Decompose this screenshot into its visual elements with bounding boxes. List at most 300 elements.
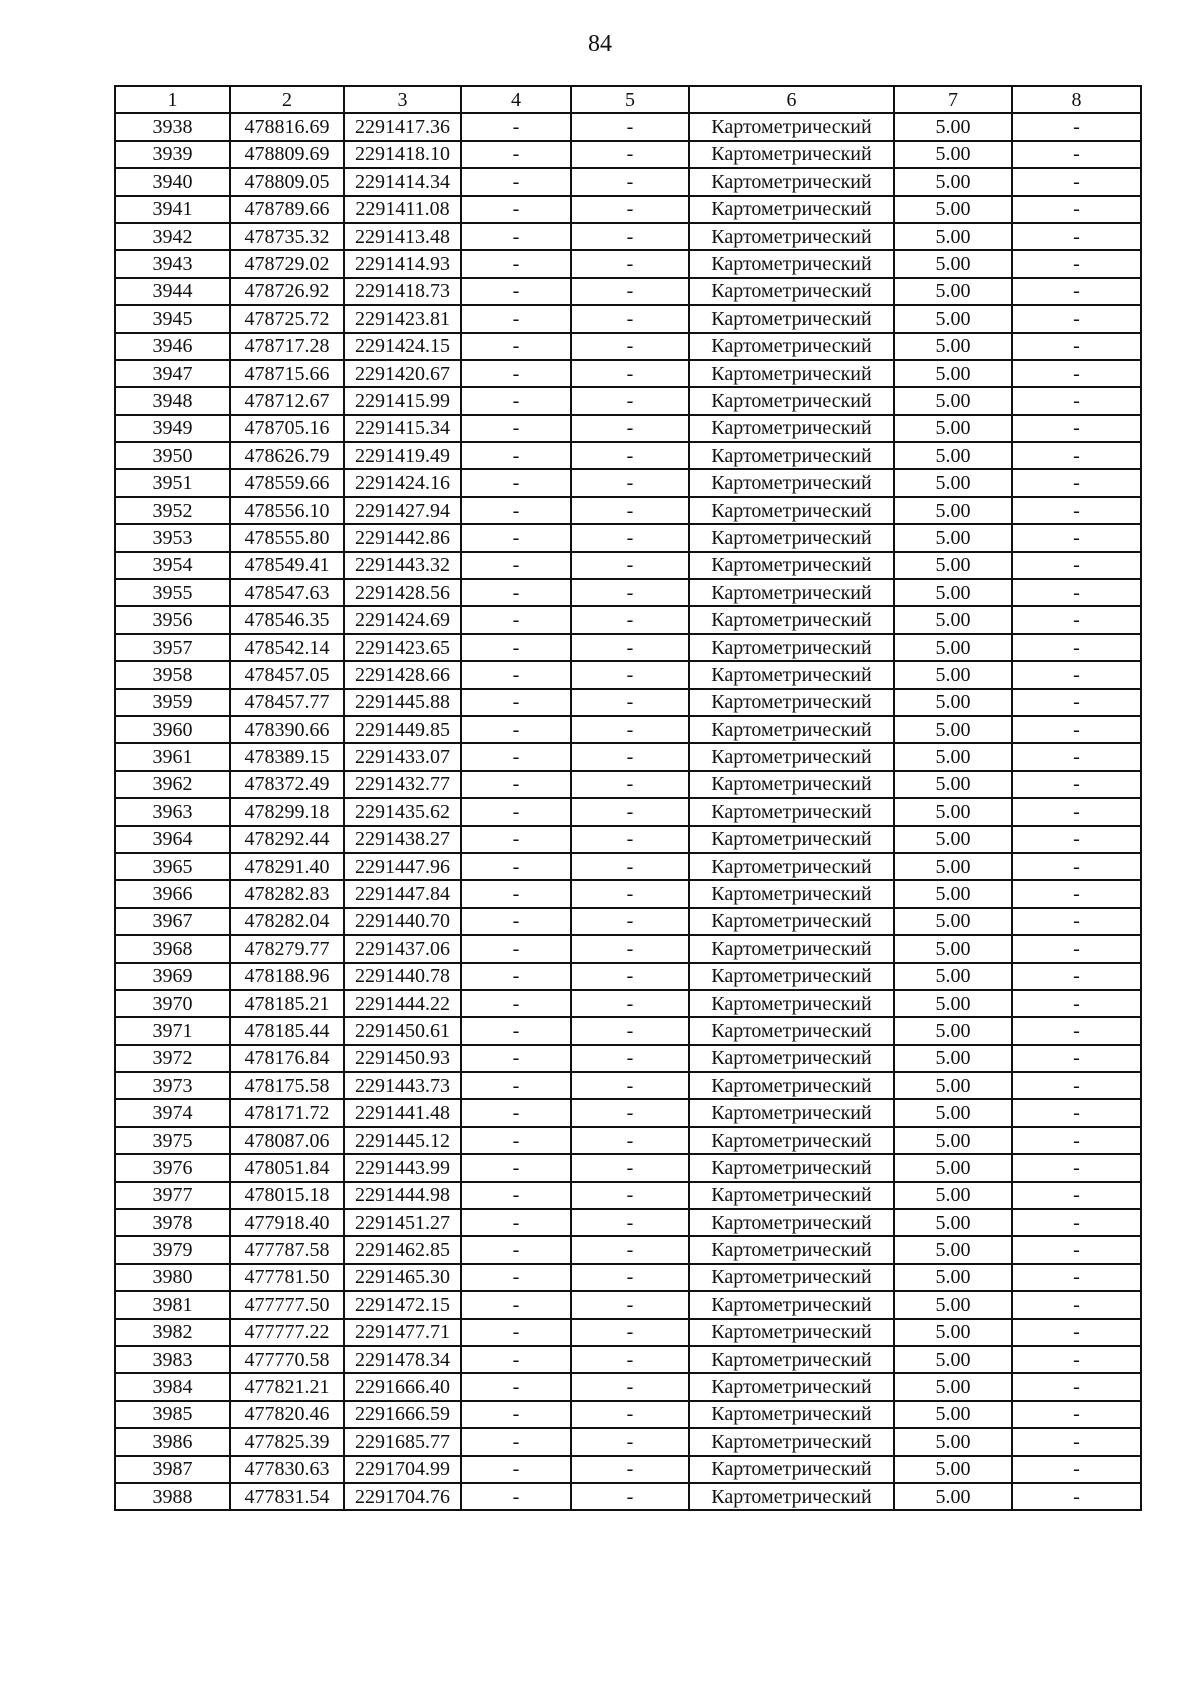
col-8-value-cell: -: [1012, 579, 1141, 606]
point-number-cell: 3960: [115, 716, 230, 743]
accuracy-cell: 5.00: [894, 1264, 1012, 1291]
col-4-value-cell: -: [461, 278, 571, 305]
y-coordinate-cell: 2291418.10: [344, 141, 461, 168]
col-4-value-cell: -: [461, 963, 571, 990]
col-4-value-cell: -: [461, 1045, 571, 1072]
point-number-cell: 3958: [115, 661, 230, 688]
method-cell: Картометрический: [689, 771, 894, 798]
column-header: 5: [571, 86, 689, 113]
col-5-value-cell: -: [571, 1182, 689, 1209]
table-row: [115, 935, 1141, 962]
y-coordinate-cell: 2291478.34: [344, 1346, 461, 1373]
col-5-value-cell: -: [571, 853, 689, 880]
method-cell: Картометрический: [689, 716, 894, 743]
y-coordinate-cell: 2291414.93: [344, 250, 461, 277]
col-8-value-cell: -: [1012, 1428, 1141, 1455]
table-row: [115, 387, 1141, 414]
col-8-value-cell: -: [1012, 634, 1141, 661]
point-number-cell: 3942: [115, 223, 230, 250]
accuracy-cell: 5.00: [894, 497, 1012, 524]
point-number-cell: 3954: [115, 552, 230, 579]
col-5-value-cell: -: [571, 935, 689, 962]
page-number: 84: [588, 31, 612, 57]
col-5-value-cell: -: [571, 250, 689, 277]
col-5-value-cell: -: [571, 826, 689, 853]
x-coordinate-cell: 478725.72: [230, 305, 344, 332]
method-cell: Картометрический: [689, 223, 894, 250]
col-4-value-cell: -: [461, 1099, 571, 1126]
y-coordinate-cell: 2291447.84: [344, 880, 461, 907]
x-coordinate-cell: 478372.49: [230, 771, 344, 798]
y-coordinate-cell: 2291447.96: [344, 853, 461, 880]
table-row: [115, 469, 1141, 496]
col-5-value-cell: -: [571, 1154, 689, 1181]
point-number-cell: 3959: [115, 689, 230, 716]
x-coordinate-cell: 478282.04: [230, 908, 344, 935]
method-cell: Картометрический: [689, 1045, 894, 1072]
method-cell: Картометрический: [689, 1428, 894, 1455]
col-5-value-cell: -: [571, 1017, 689, 1044]
table-row: [115, 853, 1141, 880]
x-coordinate-cell: 478816.69: [230, 113, 344, 140]
method-cell: Картометрический: [689, 826, 894, 853]
col-4-value-cell: -: [461, 305, 571, 332]
col-8-value-cell: -: [1012, 798, 1141, 825]
x-coordinate-cell: 478389.15: [230, 743, 344, 770]
x-coordinate-cell: 478809.69: [230, 141, 344, 168]
y-coordinate-cell: 2291428.56: [344, 579, 461, 606]
accuracy-cell: 5.00: [894, 689, 1012, 716]
col-4-value-cell: -: [461, 1182, 571, 1209]
accuracy-cell: 5.00: [894, 1373, 1012, 1400]
x-coordinate-cell: 478087.06: [230, 1127, 344, 1154]
y-coordinate-cell: 2291704.76: [344, 1483, 461, 1510]
method-cell: Картометрический: [689, 579, 894, 606]
col-8-value-cell: -: [1012, 360, 1141, 387]
method-cell: Картометрический: [689, 1483, 894, 1510]
col-4-value-cell: -: [461, 1346, 571, 1373]
col-5-value-cell: -: [571, 305, 689, 332]
point-number-cell: 3941: [115, 196, 230, 223]
x-coordinate-cell: 478626.79: [230, 442, 344, 469]
accuracy-cell: 5.00: [894, 552, 1012, 579]
table-row: [115, 963, 1141, 990]
table-row: [115, 360, 1141, 387]
method-cell: Картометрический: [689, 1456, 894, 1483]
x-coordinate-cell: 477777.22: [230, 1319, 344, 1346]
col-5-value-cell: -: [571, 880, 689, 907]
table-row: [115, 552, 1141, 579]
accuracy-cell: 5.00: [894, 387, 1012, 414]
table-row: [115, 606, 1141, 633]
col-4-value-cell: -: [461, 1264, 571, 1291]
table-row: [115, 223, 1141, 250]
x-coordinate-cell: 477781.50: [230, 1264, 344, 1291]
accuracy-cell: 5.00: [894, 661, 1012, 688]
table-row: [115, 798, 1141, 825]
accuracy-cell: 5.00: [894, 196, 1012, 223]
method-cell: Картометрический: [689, 387, 894, 414]
col-8-value-cell: -: [1012, 853, 1141, 880]
col-5-value-cell: -: [571, 716, 689, 743]
method-cell: Картометрический: [689, 798, 894, 825]
col-8-value-cell: -: [1012, 1127, 1141, 1154]
col-4-value-cell: -: [461, 935, 571, 962]
col-5-value-cell: -: [571, 1264, 689, 1291]
method-cell: Картометрический: [689, 333, 894, 360]
table-row: [115, 250, 1141, 277]
accuracy-cell: 5.00: [894, 853, 1012, 880]
col-8-value-cell: -: [1012, 935, 1141, 962]
method-cell: Картометрический: [689, 552, 894, 579]
col-5-value-cell: -: [571, 990, 689, 1017]
col-8-value-cell: -: [1012, 1072, 1141, 1099]
col-5-value-cell: -: [571, 168, 689, 195]
col-5-value-cell: -: [571, 1072, 689, 1099]
y-coordinate-cell: 2291465.30: [344, 1264, 461, 1291]
accuracy-cell: 5.00: [894, 305, 1012, 332]
col-8-value-cell: -: [1012, 880, 1141, 907]
point-number-cell: 3966: [115, 880, 230, 907]
method-cell: Картометрический: [689, 196, 894, 223]
method-cell: Картометрический: [689, 743, 894, 770]
method-cell: Картометрический: [689, 1291, 894, 1318]
col-5-value-cell: -: [571, 141, 689, 168]
method-cell: Картометрический: [689, 250, 894, 277]
col-4-value-cell: -: [461, 1236, 571, 1263]
table-row: [115, 113, 1141, 140]
y-coordinate-cell: 2291450.93: [344, 1045, 461, 1072]
y-coordinate-cell: 2291424.16: [344, 469, 461, 496]
col-4-value-cell: -: [461, 469, 571, 496]
y-coordinate-cell: 2291438.27: [344, 826, 461, 853]
col-5-value-cell: -: [571, 908, 689, 935]
point-number-cell: 3965: [115, 853, 230, 880]
y-coordinate-cell: 2291424.69: [344, 606, 461, 633]
col-4-value-cell: -: [461, 798, 571, 825]
x-coordinate-cell: 478051.84: [230, 1154, 344, 1181]
col-5-value-cell: -: [571, 798, 689, 825]
col-5-value-cell: -: [571, 963, 689, 990]
table-row: [115, 880, 1141, 907]
y-coordinate-cell: 2291444.22: [344, 990, 461, 1017]
col-4-value-cell: -: [461, 579, 571, 606]
y-coordinate-cell: 2291445.88: [344, 689, 461, 716]
col-4-value-cell: -: [461, 771, 571, 798]
col-8-value-cell: -: [1012, 826, 1141, 853]
method-cell: Картометрический: [689, 1236, 894, 1263]
x-coordinate-cell: 478282.83: [230, 880, 344, 907]
x-coordinate-cell: 478729.02: [230, 250, 344, 277]
y-coordinate-cell: 2291435.62: [344, 798, 461, 825]
method-cell: Картометрический: [689, 1127, 894, 1154]
col-4-value-cell: -: [461, 415, 571, 442]
x-coordinate-cell: 478556.10: [230, 497, 344, 524]
accuracy-cell: 5.00: [894, 1401, 1012, 1428]
method-cell: Картометрический: [689, 1264, 894, 1291]
table-row: [115, 634, 1141, 661]
point-number-cell: 3982: [115, 1319, 230, 1346]
accuracy-cell: 5.00: [894, 1072, 1012, 1099]
y-coordinate-cell: 2291423.81: [344, 305, 461, 332]
x-coordinate-cell: 478390.66: [230, 716, 344, 743]
point-number-cell: 3962: [115, 771, 230, 798]
col-8-value-cell: -: [1012, 415, 1141, 442]
point-number-cell: 3981: [115, 1291, 230, 1318]
x-coordinate-cell: 477821.21: [230, 1373, 344, 1400]
col-5-value-cell: -: [571, 743, 689, 770]
col-4-value-cell: -: [461, 908, 571, 935]
coordinates-table: [114, 85, 1142, 1511]
y-coordinate-cell: 2291443.73: [344, 1072, 461, 1099]
col-8-value-cell: -: [1012, 469, 1141, 496]
point-number-cell: 3967: [115, 908, 230, 935]
table-row: [115, 771, 1141, 798]
method-cell: Картометрический: [689, 935, 894, 962]
method-cell: Картометрический: [689, 1017, 894, 1044]
table-row: [115, 1099, 1141, 1126]
accuracy-cell: 5.00: [894, 1017, 1012, 1044]
col-5-value-cell: -: [571, 552, 689, 579]
col-8-value-cell: -: [1012, 1319, 1141, 1346]
col-4-value-cell: -: [461, 113, 571, 140]
col-4-value-cell: -: [461, 524, 571, 551]
col-5-value-cell: -: [571, 497, 689, 524]
x-coordinate-cell: 478457.05: [230, 661, 344, 688]
x-coordinate-cell: 478549.41: [230, 552, 344, 579]
method-cell: Картометрический: [689, 1099, 894, 1126]
y-coordinate-cell: 2291472.15: [344, 1291, 461, 1318]
col-5-value-cell: -: [571, 1045, 689, 1072]
y-coordinate-cell: 2291451.27: [344, 1209, 461, 1236]
accuracy-cell: 5.00: [894, 990, 1012, 1017]
x-coordinate-cell: 478705.16: [230, 415, 344, 442]
accuracy-cell: 5.00: [894, 1236, 1012, 1263]
accuracy-cell: 5.00: [894, 1346, 1012, 1373]
col-4-value-cell: -: [461, 552, 571, 579]
point-number-cell: 3952: [115, 497, 230, 524]
column-header: 6: [689, 86, 894, 113]
table-row: [115, 497, 1141, 524]
table-row: [115, 908, 1141, 935]
col-5-value-cell: -: [571, 1319, 689, 1346]
accuracy-cell: 5.00: [894, 634, 1012, 661]
accuracy-cell: 5.00: [894, 141, 1012, 168]
col-8-value-cell: -: [1012, 1456, 1141, 1483]
col-5-value-cell: -: [571, 1346, 689, 1373]
point-number-cell: 3971: [115, 1017, 230, 1044]
method-cell: Картометрический: [689, 853, 894, 880]
col-8-value-cell: -: [1012, 497, 1141, 524]
accuracy-cell: 5.00: [894, 442, 1012, 469]
col-8-value-cell: -: [1012, 1373, 1141, 1400]
x-coordinate-cell: 478555.80: [230, 524, 344, 551]
accuracy-cell: 5.00: [894, 908, 1012, 935]
table-row: [115, 1483, 1141, 1510]
col-4-value-cell: -: [461, 360, 571, 387]
table-row: [115, 1127, 1141, 1154]
method-cell: Картометрический: [689, 661, 894, 688]
col-8-value-cell: -: [1012, 113, 1141, 140]
method-cell: Картометрический: [689, 1319, 894, 1346]
col-5-value-cell: -: [571, 1456, 689, 1483]
col-4-value-cell: -: [461, 1428, 571, 1455]
point-number-cell: 3943: [115, 250, 230, 277]
accuracy-cell: 5.00: [894, 1099, 1012, 1126]
y-coordinate-cell: 2291445.12: [344, 1127, 461, 1154]
table-row: [115, 990, 1141, 1017]
method-cell: Картометрический: [689, 1401, 894, 1428]
table-row: [115, 1319, 1141, 1346]
x-coordinate-cell: 478299.18: [230, 798, 344, 825]
y-coordinate-cell: 2291418.73: [344, 278, 461, 305]
table-row: [115, 661, 1141, 688]
accuracy-cell: 5.00: [894, 1182, 1012, 1209]
x-coordinate-cell: 477825.39: [230, 1428, 344, 1455]
method-cell: Картометрический: [689, 1209, 894, 1236]
column-header: 7: [894, 86, 1012, 113]
x-coordinate-cell: 477918.40: [230, 1209, 344, 1236]
point-number-cell: 3938: [115, 113, 230, 140]
x-coordinate-cell: 478546.35: [230, 606, 344, 633]
method-cell: Картометрический: [689, 1072, 894, 1099]
accuracy-cell: 5.00: [894, 798, 1012, 825]
point-number-cell: 3963: [115, 798, 230, 825]
x-coordinate-cell: 478789.66: [230, 196, 344, 223]
col-5-value-cell: -: [571, 771, 689, 798]
col-4-value-cell: -: [461, 716, 571, 743]
column-header: 2: [230, 86, 344, 113]
col-8-value-cell: -: [1012, 552, 1141, 579]
x-coordinate-cell: 478542.14: [230, 634, 344, 661]
y-coordinate-cell: 2291442.86: [344, 524, 461, 551]
point-number-cell: 3955: [115, 579, 230, 606]
col-4-value-cell: -: [461, 1483, 571, 1510]
col-8-value-cell: -: [1012, 223, 1141, 250]
col-4-value-cell: -: [461, 990, 571, 1017]
x-coordinate-cell: 478188.96: [230, 963, 344, 990]
col-8-value-cell: -: [1012, 305, 1141, 332]
table-row: [115, 1401, 1141, 1428]
y-coordinate-cell: 2291428.66: [344, 661, 461, 688]
col-5-value-cell: -: [571, 1373, 689, 1400]
table-row: [115, 743, 1141, 770]
point-number-cell: 3987: [115, 1456, 230, 1483]
x-coordinate-cell: 478292.44: [230, 826, 344, 853]
y-coordinate-cell: 2291444.98: [344, 1182, 461, 1209]
y-coordinate-cell: 2291415.34: [344, 415, 461, 442]
point-number-cell: 3953: [115, 524, 230, 551]
point-number-cell: 3949: [115, 415, 230, 442]
point-number-cell: 3984: [115, 1373, 230, 1400]
col-8-value-cell: -: [1012, 963, 1141, 990]
point-number-cell: 3946: [115, 333, 230, 360]
method-cell: Картометрический: [689, 141, 894, 168]
col-8-value-cell: -: [1012, 1483, 1141, 1510]
col-5-value-cell: -: [571, 606, 689, 633]
col-4-value-cell: -: [461, 1291, 571, 1318]
method-cell: Картометрический: [689, 113, 894, 140]
point-number-cell: 3970: [115, 990, 230, 1017]
col-5-value-cell: -: [571, 333, 689, 360]
col-8-value-cell: -: [1012, 1346, 1141, 1373]
col-8-value-cell: -: [1012, 442, 1141, 469]
y-coordinate-cell: 2291477.71: [344, 1319, 461, 1346]
col-8-value-cell: -: [1012, 771, 1141, 798]
table-row: [115, 1264, 1141, 1291]
point-number-cell: 3945: [115, 305, 230, 332]
accuracy-cell: 5.00: [894, 333, 1012, 360]
table-row: [115, 716, 1141, 743]
col-8-value-cell: -: [1012, 1264, 1141, 1291]
point-number-cell: 3976: [115, 1154, 230, 1181]
col-5-value-cell: -: [571, 469, 689, 496]
x-coordinate-cell: 478726.92: [230, 278, 344, 305]
x-coordinate-cell: 478559.66: [230, 469, 344, 496]
method-cell: Картометрический: [689, 497, 894, 524]
col-4-value-cell: -: [461, 826, 571, 853]
accuracy-cell: 5.00: [894, 1045, 1012, 1072]
accuracy-cell: 5.00: [894, 606, 1012, 633]
col-8-value-cell: -: [1012, 606, 1141, 633]
y-coordinate-cell: 2291462.85: [344, 1236, 461, 1263]
point-number-cell: 3977: [115, 1182, 230, 1209]
accuracy-cell: 5.00: [894, 168, 1012, 195]
col-8-value-cell: -: [1012, 387, 1141, 414]
y-coordinate-cell: 2291413.48: [344, 223, 461, 250]
accuracy-cell: 5.00: [894, 935, 1012, 962]
col-4-value-cell: -: [461, 250, 571, 277]
point-number-cell: 3975: [115, 1127, 230, 1154]
col-4-value-cell: -: [461, 1319, 571, 1346]
method-cell: Картометрический: [689, 1182, 894, 1209]
x-coordinate-cell: 478015.18: [230, 1182, 344, 1209]
table-row: [115, 1373, 1141, 1400]
y-coordinate-cell: 2291419.49: [344, 442, 461, 469]
col-8-value-cell: -: [1012, 661, 1141, 688]
col-4-value-cell: -: [461, 196, 571, 223]
x-coordinate-cell: 478279.77: [230, 935, 344, 962]
col-4-value-cell: -: [461, 1154, 571, 1181]
x-coordinate-cell: 478809.05: [230, 168, 344, 195]
x-coordinate-cell: 478171.72: [230, 1099, 344, 1126]
table-row: [115, 305, 1141, 332]
x-coordinate-cell: 477830.63: [230, 1456, 344, 1483]
accuracy-cell: 5.00: [894, 716, 1012, 743]
col-8-value-cell: -: [1012, 168, 1141, 195]
point-number-cell: 3956: [115, 606, 230, 633]
accuracy-cell: 5.00: [894, 250, 1012, 277]
col-4-value-cell: -: [461, 497, 571, 524]
col-5-value-cell: -: [571, 387, 689, 414]
y-coordinate-cell: 2291441.48: [344, 1099, 461, 1126]
col-8-value-cell: -: [1012, 1099, 1141, 1126]
y-coordinate-cell: 2291437.06: [344, 935, 461, 962]
table-row: [115, 1017, 1141, 1044]
x-coordinate-cell: 478175.58: [230, 1072, 344, 1099]
col-8-value-cell: -: [1012, 1017, 1141, 1044]
col-4-value-cell: -: [461, 223, 571, 250]
y-coordinate-cell: 2291666.40: [344, 1373, 461, 1400]
column-header: 8: [1012, 86, 1141, 113]
col-4-value-cell: -: [461, 1401, 571, 1428]
table-row: [115, 278, 1141, 305]
x-coordinate-cell: 478185.21: [230, 990, 344, 1017]
accuracy-cell: 5.00: [894, 1428, 1012, 1455]
point-number-cell: 3988: [115, 1483, 230, 1510]
accuracy-cell: 5.00: [894, 1127, 1012, 1154]
accuracy-cell: 5.00: [894, 524, 1012, 551]
